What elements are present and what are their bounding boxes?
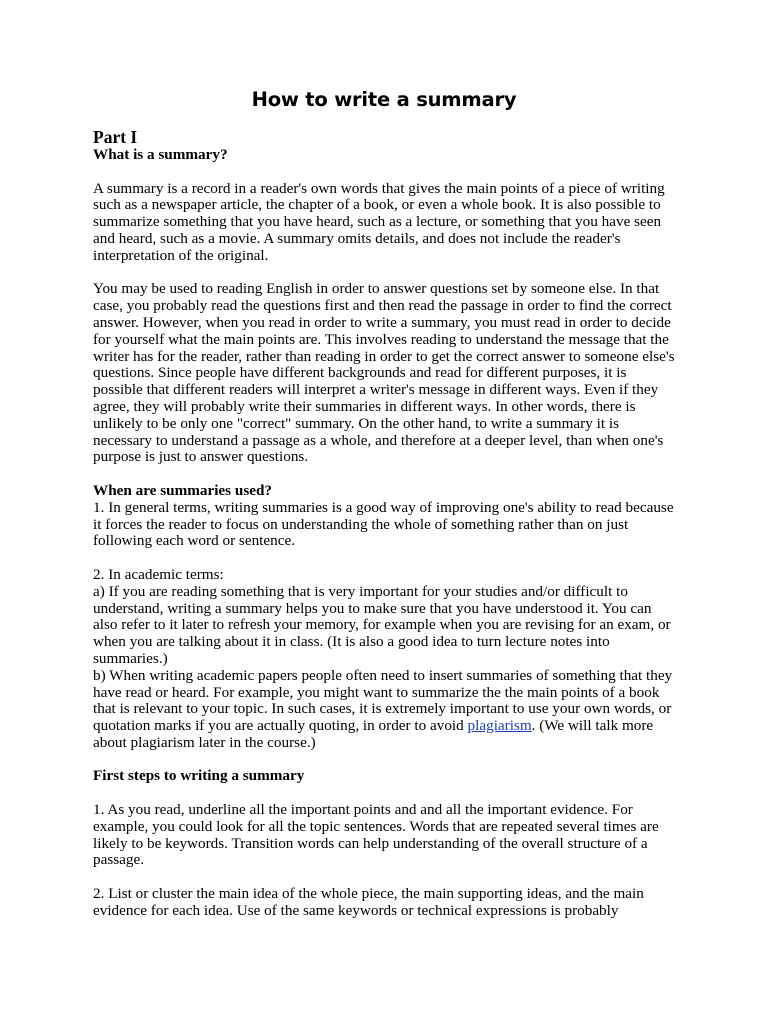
section-heading-when-used: When are summaries used?	[93, 481, 273, 499]
list-item-academic-a: a) If you are reading something that is very important for your studies and/or difficult to understand, writing a summary helps you to make sure that you have understood it. You can also refer to it later to refresh your memory, for example when you are revising for an exam, or when you are talking about it in class. (It is also a good idea to turn lecture notes into summaries.)	[93, 582, 671, 667]
plagiarism-link[interactable]: plagiarism	[467, 717, 532, 735]
step-2: 2. List or cluster the main idea of the whole piece, the main supporting ideas, and the main evidence for each idea. Use of the same keywords or technical expressions is probably	[93, 885, 644, 919]
list-item-academic-b	[93, 668, 677, 752]
section-heading-first-steps: First steps to writing a summary	[93, 767, 305, 785]
paragraph-definition: A summary is a record in a reader's own words that gives the main points of a piece of writing such as a newspaper article, the chapter of a book, or even a whole book. It is also possible to summarize something that you have heard, such as a lecture, or something that you have seen and heard, such as a movie. A summary omits details, and does not include the reader's interpretation of the original.	[93, 179, 665, 264]
paragraph-reading-purpose: You may be used to reading English in order to answer questions set by someone else. In that case, you probably read the questions first and then read the passage in order to find the correct answer. However, when you read in order to write a summary, you must read in order to decide for yourself what the main points are. This involves reading to understand the message that the writer has for the reader, rather than reading in order to get the correct answer to someone else's questions. Since people have different backgrounds and read for different purposes, it is possible that different readers will interpret a writer's message in different ways. Even if they agree, they will probably write their summaries in different ways. In other words, there is unlikely to be only one "correct" summary. On the other hand, to write a summary it is necessary to understand a passage as a whole, and therefore at a deeper level, than when one's purpose is just to answer questions.	[93, 280, 675, 466]
academic-b-text-end: . (We will talk more about plagiarism later in the course.)	[93, 717, 654, 751]
section-heading-what-is-summary: What is a summary?	[93, 146, 228, 163]
academic-b-text-start: b) When writing academic papers people often need to insert summaries of something that they have read or heard. For example, you might want to summarize the the main points of a book that is relevant to your topic. In such cases, it is extremely important to use your own words, or quotation marks if you are actually quoting, in order to avoid	[93, 666, 673, 735]
document-title: How to write a summary	[251, 88, 517, 111]
step-1: 1. As you read, underline all the important points and and all the important evidence. For example, you could look for all the topic sentences. Words that are repeated several times are likely to be keywords. Transition words can help understanding of the overall structure of a passage.	[93, 801, 659, 869]
list-item-general-terms: 1. In general terms, writing summaries is a good way of improving one's ability to read because it forces the reader to focus on understanding the whole of something rather than on just following each word or sentence.	[93, 498, 674, 550]
list-item-academic-terms-heading: 2. In academic terms:	[93, 565, 224, 583]
part-heading: Part I	[93, 127, 138, 147]
document-body	[93, 128, 677, 920]
